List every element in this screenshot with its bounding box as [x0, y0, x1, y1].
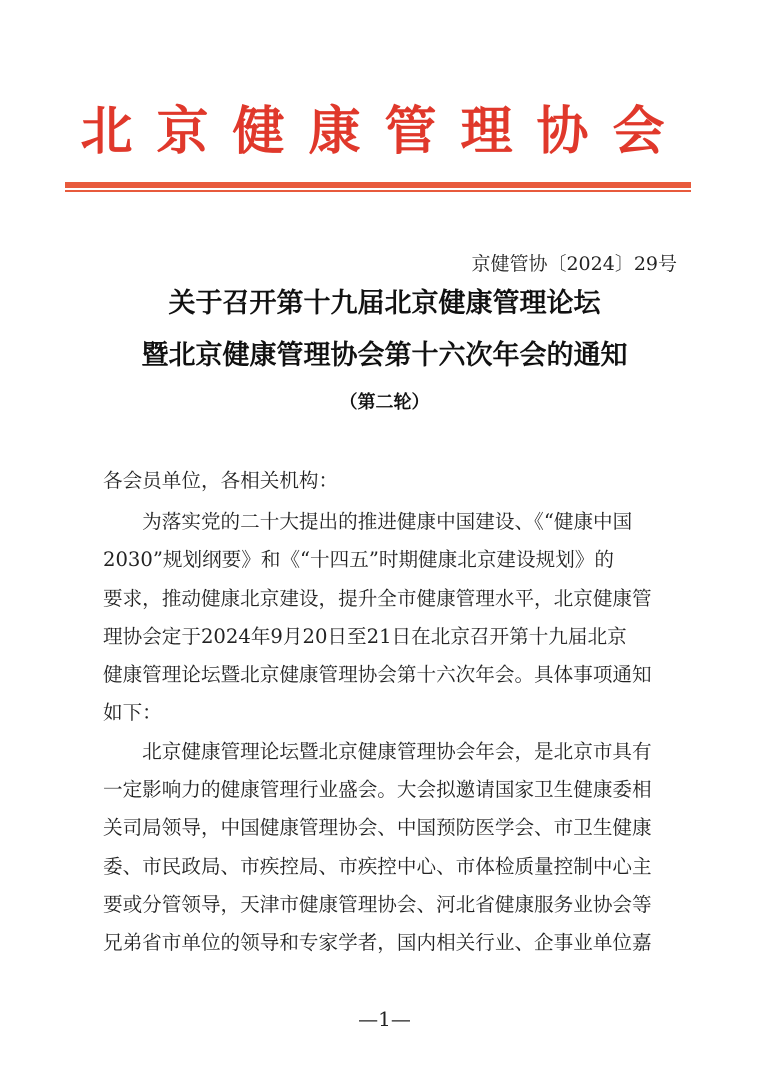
body-line: 委、市民政局、市疾控局、市疾控中心、市体检质量控制中心主 [103, 855, 652, 878]
body-line: 如下： [103, 701, 162, 724]
body-line: 2030”规划纲要》和《“十四五”时期健康北京建设规划》的 [103, 548, 614, 571]
body-line: 兄弟省市单位的领导和专家学者，国内相关行业、企事业单位嘉 [103, 931, 652, 954]
body-line: 北京健康管理论坛暨北京健康管理协会年会，是北京市具有 [103, 740, 652, 763]
letterhead-red-rule-thin [65, 190, 691, 192]
document-number: 京健管协〔2024〕29号 [471, 253, 677, 275]
body-line: 要或分管领导，天津市健康管理协会、河北省健康服务业协会等 [103, 893, 652, 916]
body-line: 健康管理论坛暨北京健康管理协会第十六次年会。具体事项通知 [103, 663, 652, 686]
body-line: 要求，推动健康北京建设，提升全市健康管理水平，北京健康管 [103, 587, 652, 610]
round-label: （第二轮） [339, 392, 430, 413]
salutation: 各会员单位，各相关机构： [103, 469, 339, 492]
page-number: —1— [358, 1007, 411, 1031]
body-line: 关司局领导，中国健康管理协会、中国预防医学会、市卫生健康 [103, 816, 652, 839]
letterhead-red-rule [65, 182, 691, 188]
body-line: 为落实党的二十大提出的推进健康中国建设、《“健康中国 [103, 510, 633, 533]
body-line: 一定影响力的健康管理行业盛会。大会拟邀请国家卫生健康委相 [103, 778, 652, 801]
letterhead-org-name: 北京健康管理协会 [80, 102, 689, 162]
body-line: 理协会定于2024年9月20日至21日在北京召开第十九届北京 [103, 625, 627, 648]
document-title-line-2: 暨北京健康管理协会第十六次年会的通知 [141, 340, 628, 371]
document-title-line-1: 关于召开第十九届北京健康管理论坛 [168, 288, 601, 319]
